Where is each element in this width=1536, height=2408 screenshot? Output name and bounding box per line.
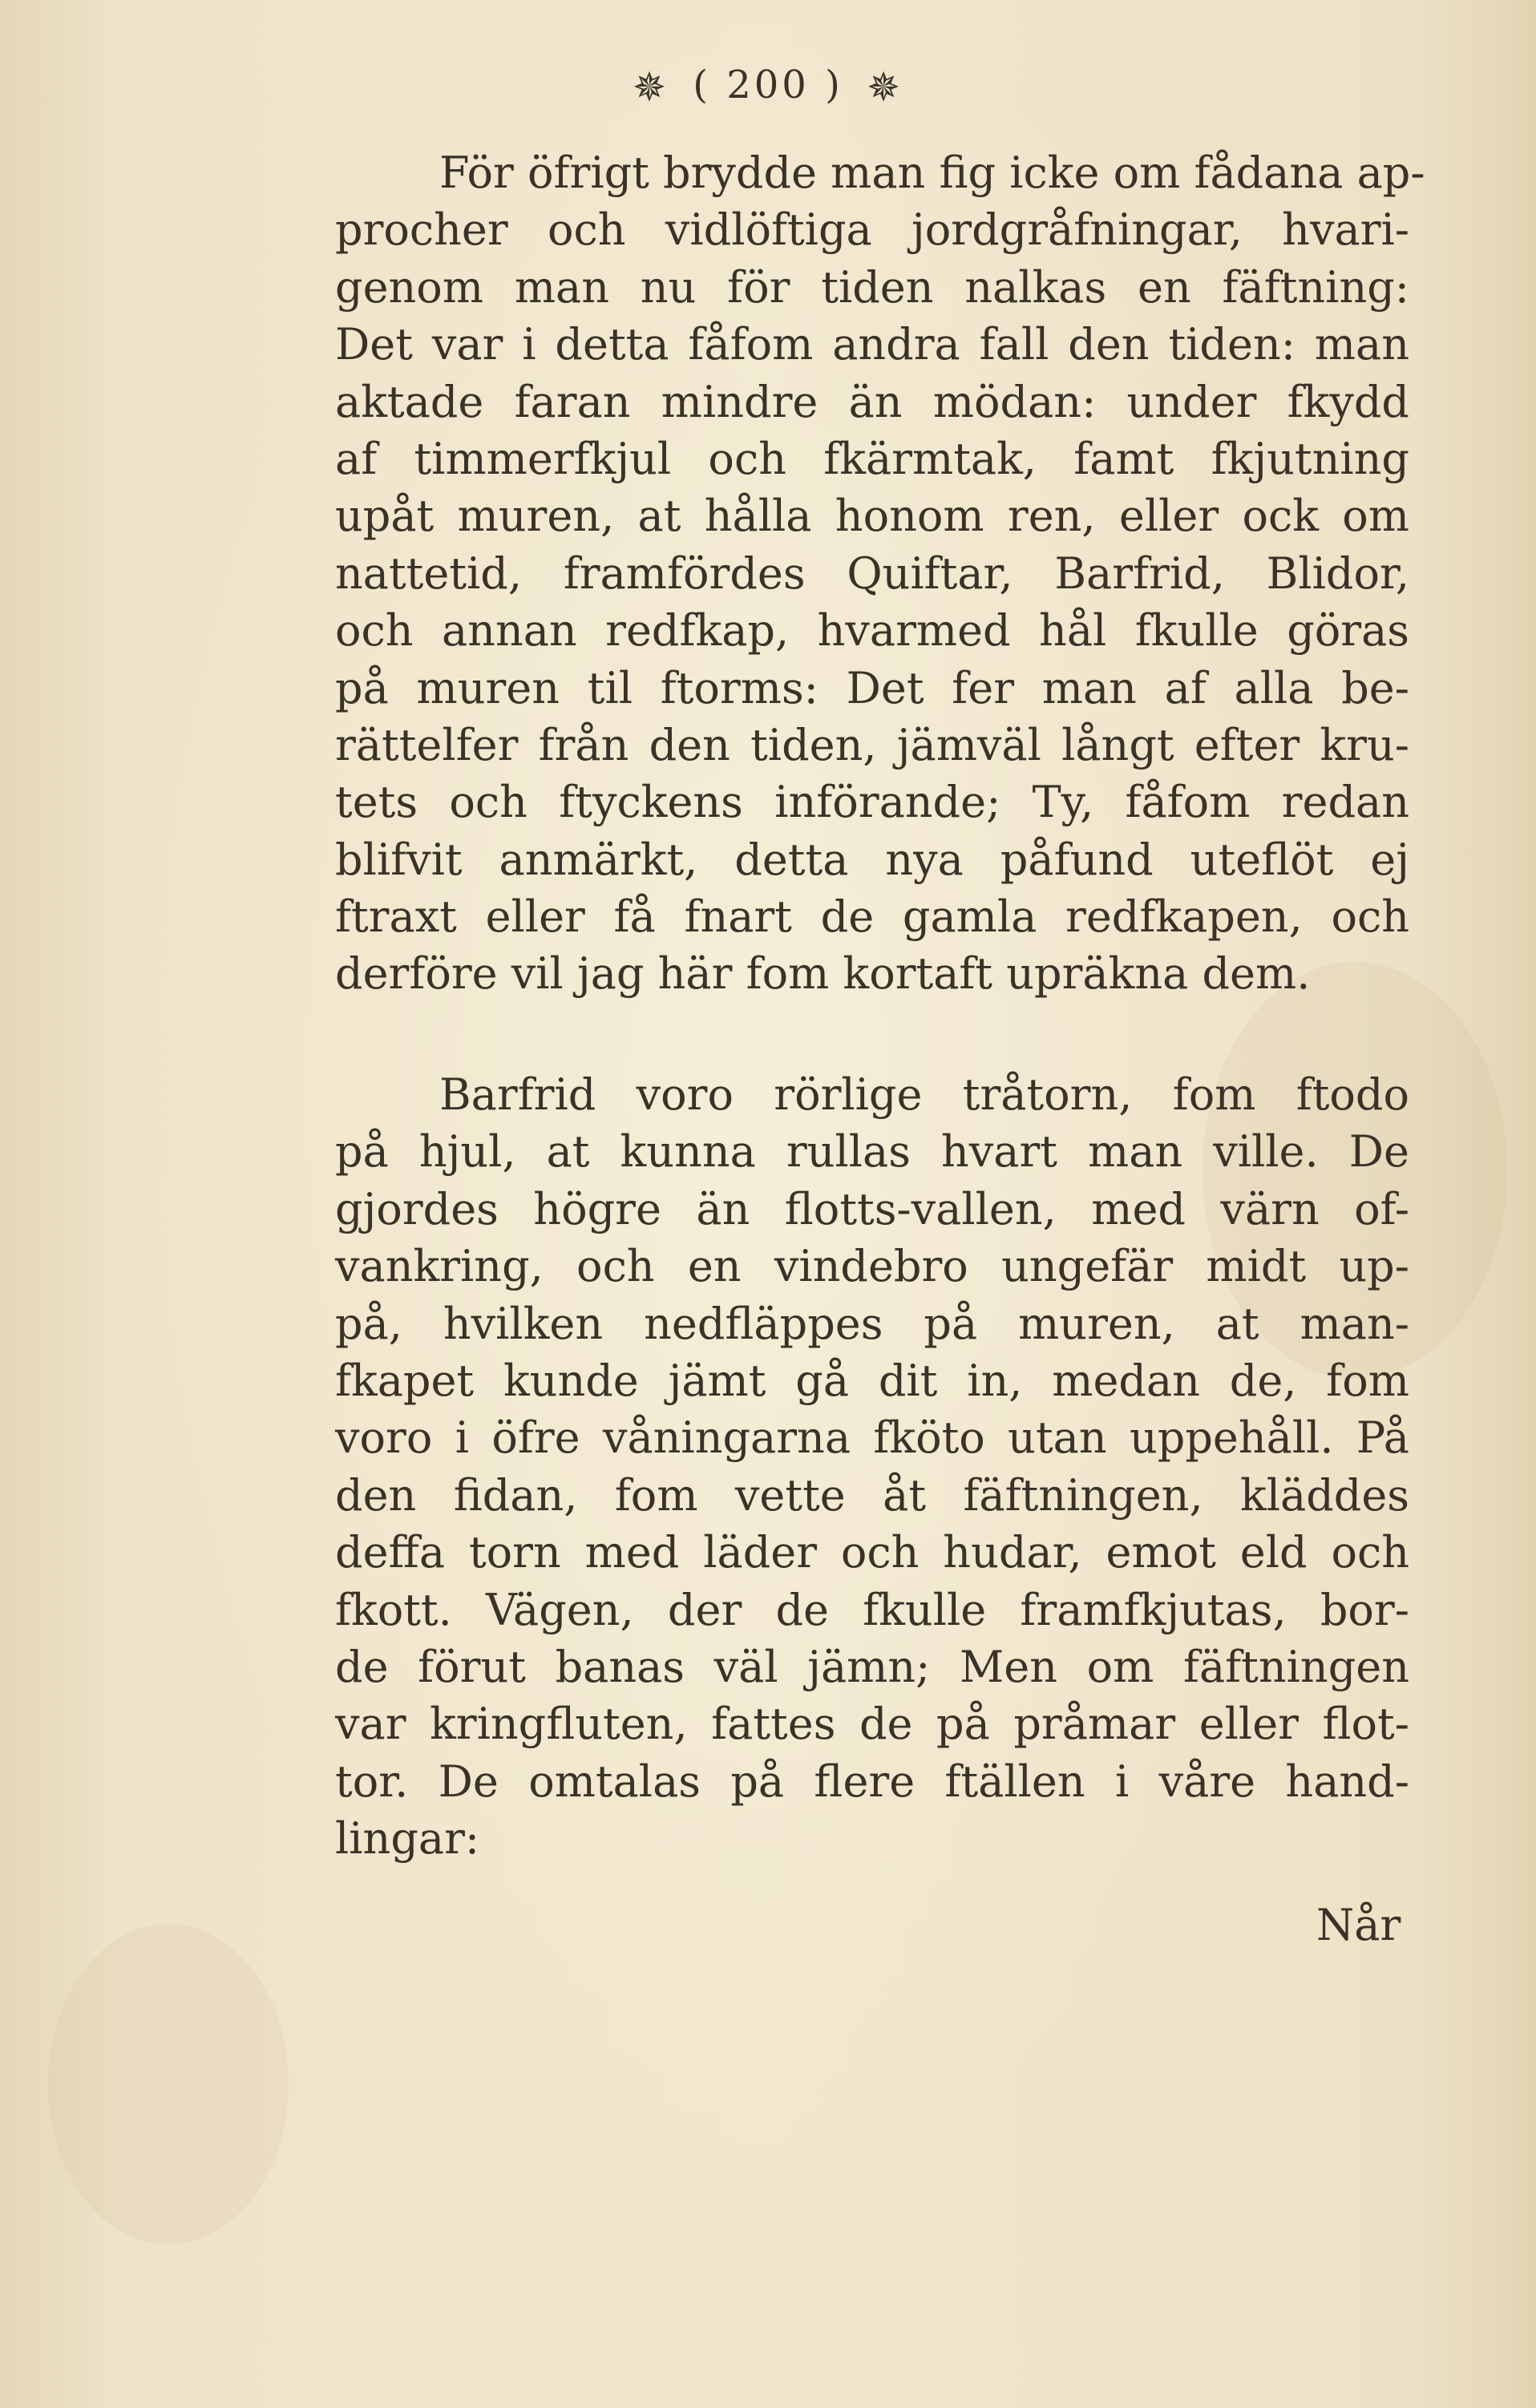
text-line: rättelfer från den tiden, jämväl långt efter kru- <box>335 719 1409 770</box>
text-line: vankring, och en vindebro ungefär midt up- <box>335 1241 1409 1292</box>
text-line: tets och ftyckens införande; Ty, fåfom redan <box>335 777 1409 828</box>
text-line: de förut banas väl jämn; Men om fäftningen <box>335 1641 1409 1692</box>
text-line: och annan redfkap, hvarmed hål fkulle göras <box>335 605 1409 657</box>
text-line: voro i öfre våningarna fköto utan uppehåll. På <box>335 1412 1409 1464</box>
text-line: på, hvilken nedfläppes på muren, at man- <box>335 1298 1409 1349</box>
text-line: på hjul, at kunna rullas hvart man ville. De <box>335 1126 1409 1178</box>
text-line: procher och vidlöftiga jordgråfningar, hvari- <box>335 204 1409 256</box>
paragraph-2 <box>335 1066 1409 1867</box>
page-number: ( 200 ) <box>693 63 843 107</box>
text-line: tor. De omtalas på flere ftällen i våre hand- <box>335 1755 1409 1807</box>
catchword: Når <box>1316 1900 1401 1950</box>
text-line: genom man nu för tiden nalkas en fäftning: <box>335 261 1409 313</box>
text-line: derföre vil jag här fom kortaft upräkna dem. <box>335 948 1311 1000</box>
text-line: För öfrigt brydde man fig icke om fådana ap- <box>439 147 1425 198</box>
text-line: lingar: <box>335 1813 480 1865</box>
text-line: var kringfluten, fattes de på pråmar eller flot- <box>335 1699 1409 1750</box>
text-line: Det var i detta fåfom andra fall den tiden: man <box>335 319 1409 370</box>
text-line: blifvit anmärkt, detta nya påfund uteflöt ej <box>335 834 1409 885</box>
text-line: på muren til ftorms: Det fer man af alla be- <box>335 662 1409 713</box>
ornament-right-icon: ✵ <box>867 64 903 111</box>
text-line: upåt muren, at hålla honom ren, eller ock om <box>335 491 1409 542</box>
text-line: aktade faran mindre än mödan: under fkydd <box>335 376 1409 427</box>
paper-stain <box>48 1924 289 2244</box>
text-line: fkott. Vägen, der de fkulle framfkjutas, bor- <box>335 1584 1409 1635</box>
text-line: ftraxt eller få fnart de gamla redfkapen, och <box>335 891 1409 943</box>
page-header <box>0 63 1536 111</box>
text-line: af timmerfkjul och fkärmtak, famt fkjutning <box>335 433 1409 484</box>
paragraph-1 <box>335 144 1425 1003</box>
text-line: nattetid, framfördes Quiftar, Barfrid, Blidor, <box>335 547 1409 599</box>
text-line: gjordes högre än flotts-vallen, med värn of- <box>335 1183 1409 1234</box>
text-line: fkapet kunde jämt gå dit in, medan de, fom <box>335 1355 1409 1406</box>
text-line: deffa torn med läder och hudar, emot eld och <box>335 1527 1409 1578</box>
text-line: Barfrid voro rörlige tråtorn, fom ftodo <box>439 1069 1409 1120</box>
ornament-left-icon: ✵ <box>633 64 669 111</box>
text-line: den fidan, fom vette åt fäftningen, kläddes <box>335 1469 1409 1521</box>
